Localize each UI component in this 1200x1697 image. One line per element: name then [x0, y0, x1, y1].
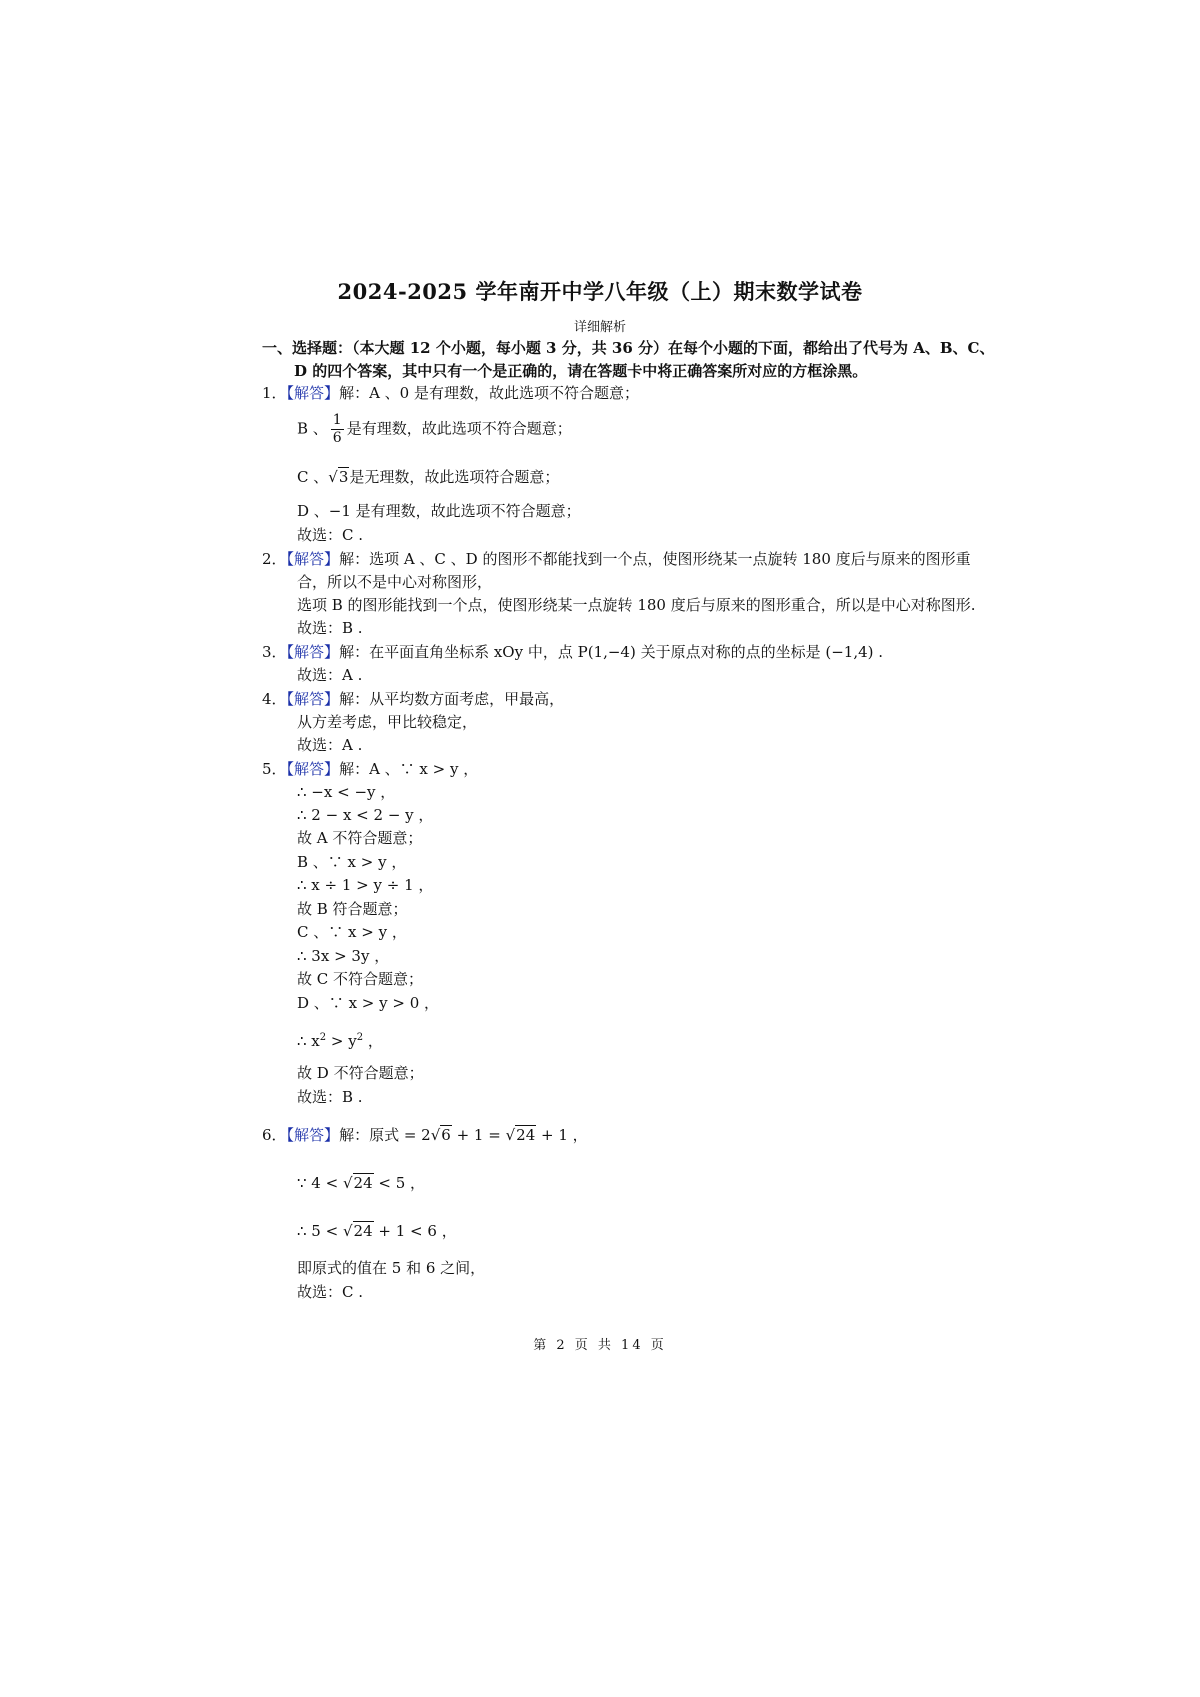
q1-text-2-pre: B 、 [297, 419, 328, 438]
q1-fraction-denominator: 6 [332, 430, 342, 446]
q5-text-12-b: > y [326, 1032, 357, 1050]
q6-sqrt-3-radicand: 24 [353, 1174, 373, 1192]
page-subtitle: 详细解析 [573, 320, 626, 335]
q5-exponent-1: 2 [319, 1032, 327, 1043]
q1-line-1 [262, 382, 639, 404]
q6-text-1-b: + 1 = [451, 1126, 506, 1144]
q6-sqrt-1-radicand: 6 [441, 1126, 451, 1144]
q5-line-8: C 、∵ x > y ， [297, 923, 407, 941]
q6-sqrt-3: √24 [342, 1174, 373, 1192]
q2-number: 2． [262, 550, 287, 568]
q5-line-13: 故 D 不符合题意； [297, 1064, 424, 1082]
q6-text-1-a: 解：原式 = 2 [339, 1126, 431, 1144]
q6-sqrt-1: √6 [430, 1126, 451, 1144]
q6-number: 6． [262, 1126, 287, 1144]
q6-line-5: 故选：C . [297, 1283, 364, 1301]
q6-line-2 [297, 1172, 425, 1194]
q5-line-5: B 、∵ x > y ， [297, 853, 407, 871]
q6-text-3-a: ∴ 5 < [297, 1222, 343, 1240]
q1-fraction [331, 412, 344, 447]
page-footer: 第 2 页 共 14 页 [533, 1338, 667, 1353]
q1-line-5: 故选：C . [297, 526, 364, 544]
q2-line-2: 合，所以不是中心对称图形， [297, 573, 493, 591]
q1-number: 1． [262, 384, 287, 402]
q2-line-1 [262, 548, 971, 570]
section-line-1: 一、选择题：（本大题 12 个小题，每小题 3 分，共 36 分）在每个小题的下面，都给出了代号为 A、B、C、 [262, 339, 995, 357]
q1-text-2-post: 是有理数，故此选项不符合题意； [346, 419, 572, 438]
q5-text-12-a: ∴ x [297, 1032, 320, 1050]
q5-exponent-2: 2 [356, 1032, 364, 1043]
q1-text-1: 解：A 、0 是有理数，故此选项不符合题意； [339, 384, 639, 402]
q5-line-14: 故选：B . [297, 1088, 363, 1106]
q5-line-9: ∴ 3x > 3y ， [297, 947, 390, 965]
q6-text-2-b: < 5 ， [373, 1174, 426, 1192]
page-title: 2024-2025 学年南开中学八年级（上）期末数学试卷 [337, 279, 863, 304]
q6-answer-tag: 【解答】 [286, 1126, 340, 1144]
q6-text-3-b: + 1 < 6 ， [373, 1222, 457, 1240]
q5-line-1 [262, 758, 478, 780]
q1-line-4: D 、−1 是有理数，故此选项不符合题意； [297, 502, 581, 520]
q1-line-2 [297, 412, 572, 447]
q3-line-2: 故选：A . [297, 666, 363, 684]
q5-number: 5． [262, 760, 287, 778]
q6-sqrt-4-radicand: 24 [353, 1222, 373, 1240]
q6-sqrt-2: √24 [505, 1126, 536, 1144]
q5-text-1: 解：A 、∵ x > y ， [339, 760, 479, 778]
q4-line-1 [262, 688, 564, 710]
section-line-2: D 的四个答案，其中只有一个是正确的，请在答题卡中将正确答案所对应的方框涂黑。 [294, 362, 868, 380]
q6-line-1 [262, 1124, 588, 1146]
q5-line-3: ∴ 2 − x < 2 − y ， [297, 806, 434, 824]
q3-line-1 [262, 641, 883, 663]
q1-fraction-numerator: 1 [332, 412, 342, 428]
q6-text-2-a: ∵ 4 < [297, 1174, 343, 1192]
section-heading [262, 337, 1022, 383]
q1-line-3 [297, 466, 559, 488]
q2-answer-tag: 【解答】 [286, 550, 340, 568]
q5-line-6: ∴ x ÷ 1 > y ÷ 1 ， [297, 876, 434, 894]
q1-sqrt: √3 [328, 468, 349, 486]
q6-sqrt-4: √24 [342, 1222, 373, 1240]
q2-line-3: 选项 B 的图形能找到一个点，使图形绕某一点旋转 180 度后与原来的图形重合，所以是中心对称图形. [297, 596, 976, 614]
q4-line-2: 从方差考虑，甲比较稳定， [297, 713, 478, 731]
q5-text-12-c: ， [363, 1032, 383, 1050]
q5-line-12 [297, 1027, 383, 1052]
q2-line-4: 故选：B . [297, 619, 363, 637]
q3-text-1: 解：在平面直角坐标系 xOy 中，点 P(1,−4) 关于原点对称的点的坐标是 (−1,4) . [339, 643, 884, 661]
q5-answer-tag: 【解答】 [286, 760, 340, 778]
q5-line-2: ∴ −x < −y ， [297, 783, 396, 801]
q1-text-3-pre: C 、 [297, 468, 329, 486]
q3-number: 3． [262, 643, 287, 661]
q4-answer-tag: 【解答】 [286, 690, 340, 708]
q6-text-1-c: + 1 ， [536, 1126, 588, 1144]
q3-answer-tag: 【解答】 [286, 643, 340, 661]
q4-number: 4． [262, 690, 287, 708]
q5-line-10: 故 C 不符合题意； [297, 970, 424, 988]
q4-line-3: 故选：A . [297, 736, 363, 754]
q5-line-7: 故 B 符合题意； [297, 900, 408, 918]
q6-sqrt-2-radicand: 24 [516, 1126, 536, 1144]
q1-answer-tag: 【解答】 [286, 384, 340, 402]
q2-text-1: 解：选项 A 、C 、D 的图形不都能找到一个点，使图形绕某一点旋转 180 度后与原来的图形重 [339, 550, 971, 568]
q1-text-3-post: 是无理数，故此选项符合题意； [349, 468, 560, 486]
q4-text-1: 解：从平均数方面考虑，甲最高， [339, 690, 565, 708]
q5-line-4: 故 A 不符合题意； [297, 829, 423, 847]
q1-sqrt-radicand: 3 [338, 468, 349, 486]
q6-line-4: 即原式的值在 5 和 6 之间， [297, 1259, 486, 1277]
q6-line-3 [297, 1220, 457, 1242]
q5-line-11: D 、∵ x > y > 0 ， [297, 994, 440, 1012]
